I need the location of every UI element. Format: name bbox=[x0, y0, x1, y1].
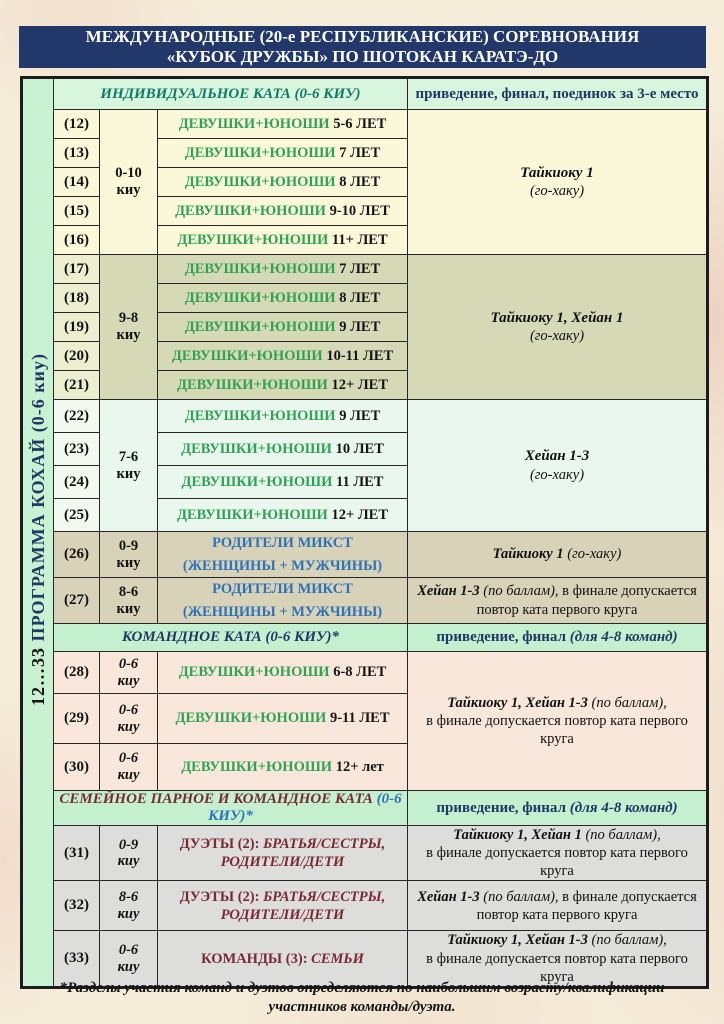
category-cell bbox=[158, 826, 408, 881]
competition-title-banner bbox=[19, 26, 706, 68]
category-age: 12+ ЛЕТ bbox=[331, 506, 389, 523]
category-detail: БРАТЬЯ/СЕСТРЫ, РОДИТЕЛИ/ДЕТИ bbox=[220, 888, 386, 923]
kyu-cell bbox=[100, 881, 158, 931]
kata-rule: в финале допускается повтор ката первого круга bbox=[426, 712, 688, 748]
kyu-cell bbox=[100, 255, 158, 400]
row-number: (19) bbox=[54, 313, 100, 342]
category-cell bbox=[158, 433, 408, 466]
kata-cell bbox=[408, 826, 708, 881]
kata-note: (го-хаку) bbox=[529, 183, 585, 200]
category-age: 10 ЛЕТ bbox=[335, 440, 384, 457]
kyu-range: 0-6 bbox=[118, 701, 139, 718]
category-age: 9 ЛЕТ bbox=[339, 407, 381, 424]
category-cell bbox=[158, 139, 408, 168]
kyu-range: 8-6 bbox=[118, 583, 139, 600]
category-label: ДЕВУШКИ+ЮНОШИ bbox=[184, 144, 336, 161]
category-label: ДЕВУШКИ+ЮНОШИ bbox=[176, 506, 328, 523]
table-row-12 bbox=[22, 110, 708, 139]
row-number: (22) bbox=[54, 400, 100, 433]
row-number: (14) bbox=[54, 168, 100, 197]
category-cell bbox=[158, 744, 408, 791]
row-number: (12) bbox=[54, 110, 100, 139]
kyu-word: киу bbox=[117, 958, 140, 975]
category-cell bbox=[158, 197, 408, 226]
category-cell bbox=[158, 226, 408, 255]
category-cell bbox=[158, 342, 408, 371]
row-number: (17) bbox=[54, 255, 100, 284]
table-row-26 bbox=[22, 532, 708, 578]
kata-rule: в финале допускается повтор ката первого круга bbox=[476, 583, 697, 618]
category-detail: СЕМЬИ bbox=[311, 950, 364, 967]
kyu-range: 7-6 bbox=[118, 448, 139, 465]
category-cell bbox=[158, 284, 408, 313]
kata-note: (го-хаку) bbox=[529, 466, 585, 483]
row-number: (28) bbox=[54, 652, 100, 694]
row-number: (30) bbox=[54, 744, 100, 791]
kata-name: Тайкиоку 1, Хейан 1-3 bbox=[447, 694, 588, 711]
kyu-range: 0-10 bbox=[115, 165, 142, 182]
kata-cell bbox=[408, 881, 708, 931]
row-number: (21) bbox=[54, 371, 100, 400]
kyu-cell bbox=[100, 694, 158, 744]
category-label: ДЕВУШКИ+ЮНОШИ bbox=[184, 173, 336, 190]
kyu-word: киу bbox=[116, 327, 141, 343]
row-number: (18) bbox=[54, 284, 100, 313]
category-cell bbox=[158, 371, 408, 400]
category-age: 8 ЛЕТ bbox=[339, 289, 381, 306]
kyu-word: киу bbox=[117, 905, 140, 922]
kyu-word: киу bbox=[116, 554, 141, 571]
table-row-28 bbox=[22, 652, 708, 694]
title-note: (0-6 КИУ)* bbox=[208, 791, 402, 824]
kyu-word: киу bbox=[116, 600, 141, 617]
category-age: 9 ЛЕТ bbox=[339, 318, 381, 335]
section-family-format bbox=[408, 791, 708, 826]
category-label: ДЕВУШКИ+ЮНОШИ bbox=[178, 664, 330, 681]
category-age: 10-11 ЛЕТ bbox=[326, 347, 394, 364]
table-row-32 bbox=[22, 881, 708, 931]
category-label: ДЕВУШКИ+ЮНОШИ bbox=[178, 115, 330, 132]
kyu-word: киу bbox=[117, 718, 140, 735]
kyu-word: киу bbox=[116, 465, 141, 482]
kata-name: Тайкиоку 1 bbox=[492, 546, 564, 563]
row-number: (27) bbox=[54, 578, 100, 624]
category-age: 9-11 ЛЕТ bbox=[329, 710, 390, 727]
kata-note: (го-хаку) bbox=[567, 546, 622, 563]
footnote-line-2: участников команды/дуэта. bbox=[268, 998, 456, 1015]
kata-name: Хейан 1-3 bbox=[417, 583, 480, 600]
kata-note: (по баллам), bbox=[483, 583, 559, 600]
kyu-word: киу bbox=[117, 853, 140, 870]
category-age: 8 ЛЕТ bbox=[339, 173, 381, 190]
kyu-cell bbox=[100, 744, 158, 791]
footnote bbox=[0, 979, 724, 1017]
section-team-title: КОМАНДНОЕ КАТА (0-6 КИУ)* bbox=[54, 624, 408, 652]
category-detail: БРАТЬЯ/СЕСТРЫ, РОДИТЕЛИ/ДЕТИ bbox=[220, 836, 386, 871]
category-cell bbox=[158, 881, 408, 931]
category-age: 12+ ЛЕТ bbox=[331, 376, 389, 393]
category-cell bbox=[158, 110, 408, 139]
row-number: (24) bbox=[54, 466, 100, 499]
title-line-2: «КУБОК ДРУЖБЫ» ПО ШОТОКАН КАРАТЭ-ДО bbox=[166, 47, 559, 66]
kyu-range: 8-6 bbox=[118, 889, 139, 906]
kyu-range: 0-6 bbox=[118, 655, 139, 672]
category-age: 7 ЛЕТ bbox=[339, 144, 381, 161]
category-label: ДЕВУШКИ+ЮНОШИ bbox=[184, 260, 336, 277]
category-cell bbox=[158, 400, 408, 433]
section-family-header bbox=[22, 791, 708, 826]
category-label: ДЕВУШКИ+ЮНОШИ bbox=[171, 347, 323, 364]
format-main: приведение, финал bbox=[436, 629, 566, 645]
category-cell bbox=[158, 466, 408, 499]
format-main: приведение, финал bbox=[436, 799, 566, 816]
kyu-word: киу bbox=[116, 182, 141, 198]
kata-cell bbox=[408, 400, 708, 532]
kyu-cell bbox=[100, 532, 158, 578]
category-cell bbox=[158, 578, 408, 624]
section-family-title bbox=[54, 791, 408, 826]
format-note: (для 4-8 команд) bbox=[569, 799, 678, 816]
kyu-range: 0-9 bbox=[118, 836, 139, 853]
category-age: 7 ЛЕТ bbox=[339, 260, 381, 277]
row-number: (25) bbox=[54, 499, 100, 532]
table-row-22 bbox=[22, 400, 708, 433]
category-label: ДЕВУШКИ+ЮНОШИ bbox=[177, 231, 329, 248]
category-cell bbox=[158, 313, 408, 342]
kyu-range: 0-6 bbox=[118, 750, 139, 767]
category-age: 11+ ЛЕТ bbox=[331, 231, 388, 248]
row-number: (31) bbox=[54, 826, 100, 881]
title-main: СЕМЕЙНОЕ ПАРНОЕ И КОМАНДНОЕ КАТА bbox=[59, 791, 377, 807]
kata-name: Тайкиоку 1, Хейан 1 bbox=[453, 827, 582, 843]
row-number: (13) bbox=[54, 139, 100, 168]
kata-cell bbox=[408, 652, 708, 791]
category-cell bbox=[158, 652, 408, 694]
kata-name: Хейан 1-3 bbox=[524, 448, 590, 465]
kata-note: (по баллам), bbox=[591, 694, 667, 711]
row-number: (23) bbox=[54, 433, 100, 466]
category-age: 5-6 ЛЕТ bbox=[333, 115, 387, 132]
category-age: 6-8 ЛЕТ bbox=[333, 664, 387, 681]
kata-cell bbox=[408, 255, 708, 400]
category-main: ДУЭТЫ (2): bbox=[179, 836, 260, 853]
category-main: КОМАНДЫ (3): bbox=[201, 950, 308, 967]
category-main: ДУЭТЫ (2): bbox=[179, 888, 260, 905]
section-team-header bbox=[22, 624, 708, 652]
category-cell bbox=[158, 168, 408, 197]
row-number: (16) bbox=[54, 226, 100, 255]
kyu-range: 9-8 bbox=[118, 310, 139, 327]
kyu-range: 0-6 bbox=[118, 941, 139, 958]
kata-note: (го-хаку) bbox=[529, 328, 585, 345]
kyu-word: киу bbox=[117, 767, 140, 783]
kyu-cell bbox=[100, 578, 158, 624]
category-label: ДЕВУШКИ+ЮНОШИ bbox=[175, 710, 327, 727]
category-line-1: РОДИТЕЛИ МИКСТ bbox=[212, 535, 353, 552]
section-team-format bbox=[408, 624, 708, 652]
category-age: 9-10 ЛЕТ bbox=[329, 202, 390, 219]
category-label: ДЕВУШКИ+ЮНОШИ bbox=[181, 473, 333, 490]
section-individual-title: ИНДИВИДУАЛЬНОЕ КАТА (0-6 КИУ) bbox=[54, 78, 408, 110]
category-line-2: (ЖЕНЩИНЫ + МУЖЧИНЫ) bbox=[182, 603, 383, 620]
section-individual-format: приведение, финал, поединок за 3-е место bbox=[408, 78, 708, 110]
table-row-17 bbox=[22, 255, 708, 284]
kata-cell bbox=[408, 578, 708, 624]
title-line-1: МЕЖДУНАРОДНЫЕ (20-е РЕСПУБЛИКАНСКИЕ) СОРЕВНОВАНИЯ bbox=[85, 27, 640, 46]
kata-note: (по баллам), bbox=[483, 888, 559, 905]
sidebar-range: 12…33 bbox=[28, 641, 48, 707]
category-cell bbox=[158, 499, 408, 532]
kyu-cell bbox=[100, 110, 158, 255]
kata-name: Тайкиоку 1, Хейан 1-3 bbox=[447, 932, 588, 949]
kyu-cell bbox=[100, 400, 158, 532]
row-number: (20) bbox=[54, 342, 100, 371]
kata-note: (по баллам), bbox=[585, 827, 661, 843]
sidebar-program-band bbox=[22, 78, 54, 988]
sidebar-program-name: ПРОГРАММА КОХАЙ (0-6 киу) bbox=[28, 353, 48, 642]
kyu-cell bbox=[100, 652, 158, 694]
kata-name: Тайкиоку 1 bbox=[520, 164, 594, 181]
category-label: ДЕВУШКИ+ЮНОШИ bbox=[181, 758, 333, 775]
kyu-word: киу bbox=[117, 672, 140, 689]
category-line-1: РОДИТЕЛИ МИКСТ bbox=[212, 581, 353, 598]
row-number: (15) bbox=[54, 197, 100, 226]
kyu-cell bbox=[100, 826, 158, 881]
kata-rule: в финале допускается повтор ката первого круга bbox=[426, 845, 688, 880]
kata-cell bbox=[408, 532, 708, 578]
kata-name: Хейан 1-3 bbox=[417, 888, 480, 905]
category-line-2: (ЖЕНЩИНЫ + МУЖЧИНЫ) bbox=[182, 557, 383, 574]
table-row-31 bbox=[22, 826, 708, 881]
category-label: ДЕВУШКИ+ЮНОШИ bbox=[184, 289, 336, 306]
footnote-line-1: *Разделы участия команд и дуэтов определяются по наибольшим возрасту/квалификации bbox=[59, 980, 665, 996]
category-label: ДЕВУШКИ+ЮНОШИ bbox=[175, 202, 326, 219]
category-label: ДЕВУШКИ+ЮНОШИ bbox=[181, 440, 332, 457]
category-cell bbox=[158, 694, 408, 744]
category-cell bbox=[158, 255, 408, 284]
section-individual-header bbox=[22, 78, 708, 110]
row-number: (32) bbox=[54, 881, 100, 931]
category-label: ДЕВУШКИ+ЮНОШИ bbox=[176, 376, 328, 393]
sidebar-vertical-label bbox=[29, 353, 47, 706]
program-table bbox=[20, 76, 709, 989]
category-cell bbox=[158, 532, 408, 578]
row-number: (26) bbox=[54, 532, 100, 578]
kata-note: (по баллам), bbox=[591, 932, 667, 949]
kata-cell bbox=[408, 110, 708, 255]
format-note: (для 4-8 команд) bbox=[569, 629, 678, 645]
category-age: 11 ЛЕТ bbox=[336, 473, 384, 490]
row-number: (29) bbox=[54, 694, 100, 744]
kata-rule: в финале допускается повтор ката первого круга bbox=[476, 888, 697, 923]
category-label: ДЕВУШКИ+ЮНОШИ bbox=[184, 407, 336, 424]
kata-rule: в финале допускается повтор ката первого круга bbox=[426, 950, 688, 985]
row-number: (33) bbox=[54, 931, 100, 987]
table-row-27 bbox=[22, 578, 708, 624]
category-label: ДЕВУШКИ+ЮНОШИ bbox=[184, 318, 336, 335]
kyu-range: 0-9 bbox=[118, 537, 139, 554]
kata-name: Тайкиоку 1, Хейан 1 bbox=[490, 309, 624, 326]
category-age: 12+ лет bbox=[335, 758, 384, 775]
